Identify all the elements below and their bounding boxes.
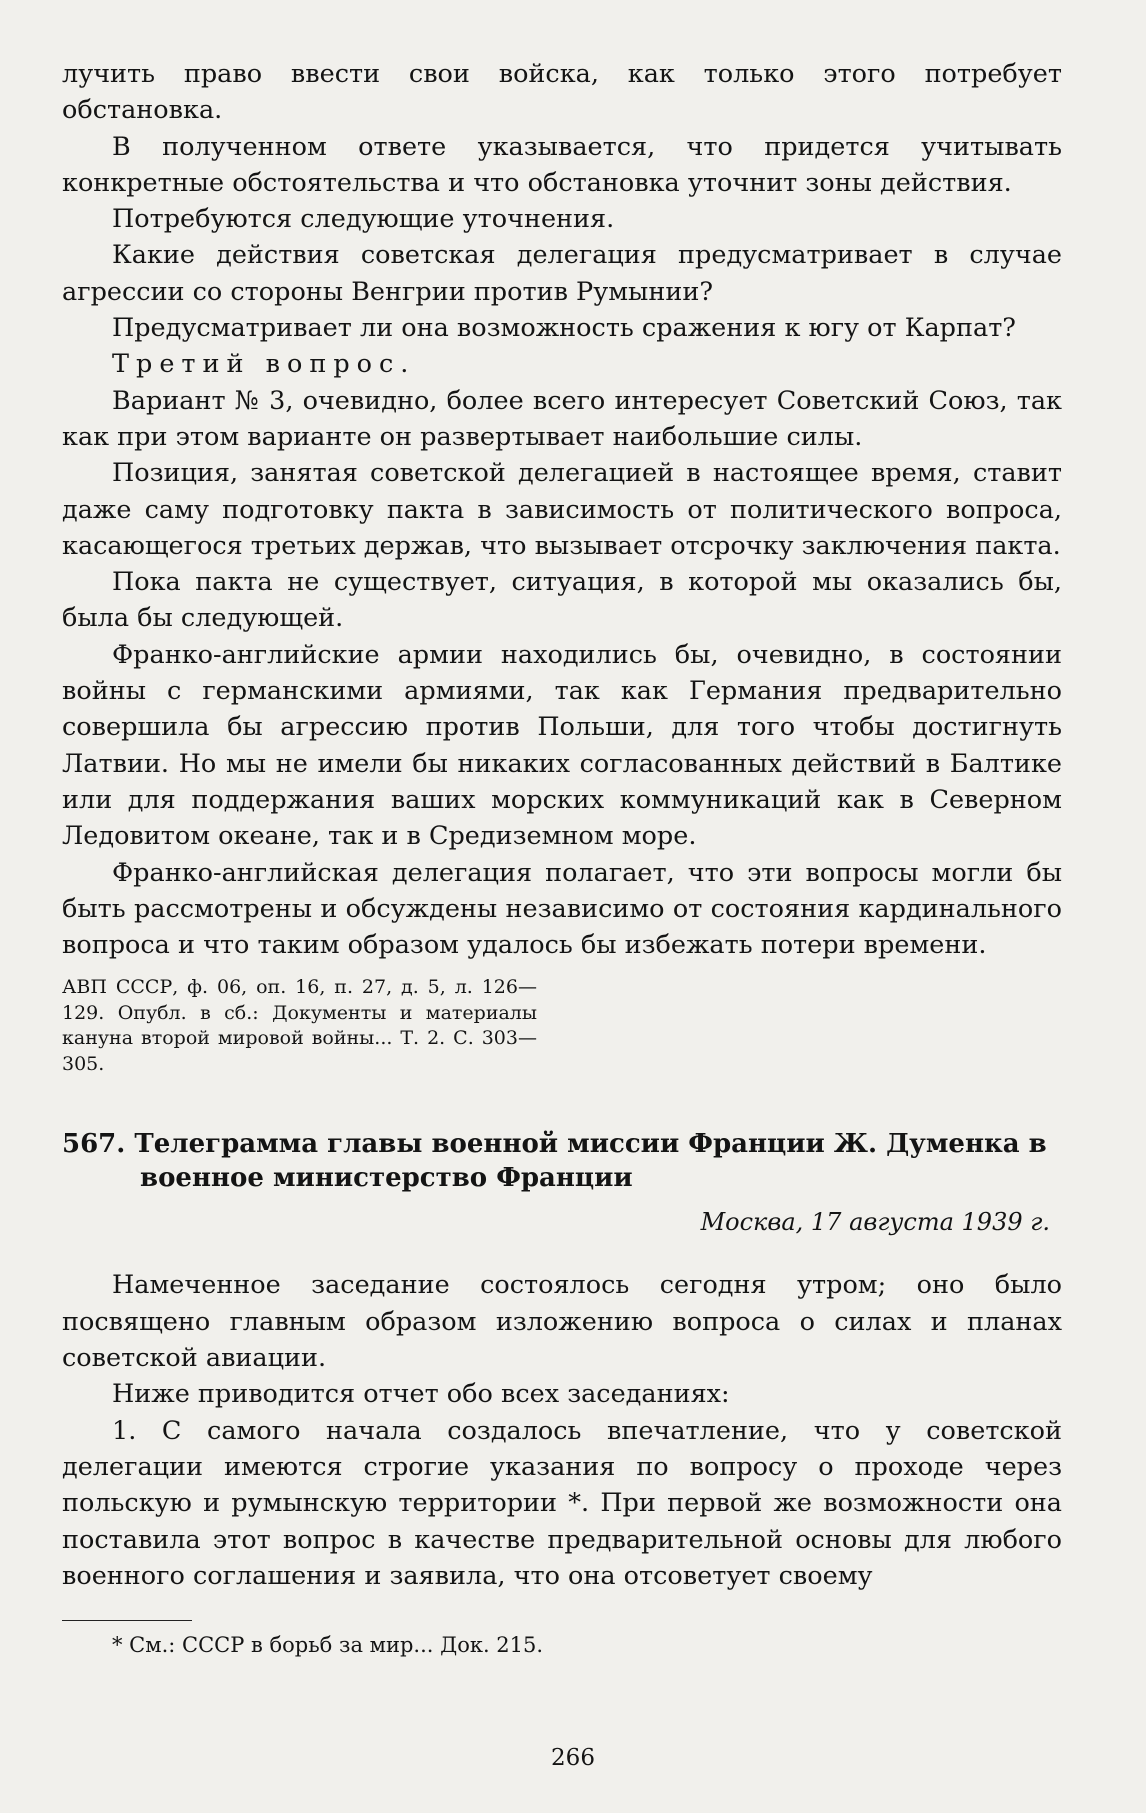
body-text-bottom (62, 1267, 1062, 1594)
source-note: АВП СССР, ф. 06, оп. 16, п. 27, д. 5, л. 126—129. Опубл. в сб.: Документы и материалы кануна второй мировой войны... Т. 2. С. 303—305. (62, 976, 537, 1075)
paragraph: Третий вопрос. (112, 349, 416, 380)
paragraph: лучить право ввести свои войска, как только этого потребует обстановка. (62, 59, 1062, 126)
paragraph: Предусматривает ли она возможность сражения к югу от Карпат? (112, 313, 1016, 344)
paragraph: Намеченное заседание состоялось сегодня утром; оно было посвящено главным образом изложению вопроса о силах и планах советской авиации. (62, 1270, 1062, 1374)
paragraph: Какие действия советская делегация предусматривает в случае агрессии со стороны Венгрии против Румынии? (62, 240, 1062, 307)
paragraph: Франко-английская делегация полагает, что эти вопросы могли бы быть рассмотрены и обсуждены независимо от состояния кардинального вопроса и что таким образом удалось бы избежать потери времени. (62, 857, 1062, 961)
paragraph: Вариант № 3, очевидно, более всего интересует Советский Союз, так как при этом варианте он развертывает наибольшие силы. (62, 385, 1062, 452)
paragraph: В полученном ответе указывается, что придется учитывать конкретные обстоятельства и что обстановка уточнит зоны действия. (62, 131, 1062, 198)
paragraph: Пока пакта не существует, ситуация, в которой мы оказались бы, была бы следующей. (62, 567, 1062, 634)
document-page (62, 56, 1062, 1796)
page-number: 266 (551, 1745, 595, 1771)
footnote-divider (62, 1620, 192, 1621)
dateline: Москва, 17 августа 1939 г. (700, 1208, 1050, 1237)
body-text-top (62, 56, 1062, 963)
paragraph: 1. С самого начала создалось впечатление, что у советской делегации имеются строгие указания по вопросу о проходе через польскую и румынскую территории *. При первой же возможности она поставила этот вопрос в качестве предварительной основы для любого военного соглашения и заявила, что она отсоветует своему (62, 1415, 1062, 1591)
paragraph: Франко-английские армии находились бы, очевидно, в состоянии войны с германскими армиями, так как Германия предварительно совершила бы агрессию против Польши, для того чтобы достигнуть Латвии. Но мы не имели бы никаких согласованных действий в Балтике или для поддержания ваших морских коммуникаций как в Северном Ледовитом океане, так и в Средиземном море. (62, 639, 1062, 852)
paragraph: Потребуются следующие уточнения. (112, 204, 615, 235)
paragraph: Позиция, занятая советской делегацией в настоящее время, ставит даже саму подготовку пакта в зависимость от политического вопроса, касающегося третьих держав, что вызывает отсрочку заключения пакта. (62, 458, 1062, 561)
document-title: 567. Телеграмма главы военной миссии Франции Ж. Думенка в военное министерство Франции (62, 1129, 1047, 1194)
footnote: * См.: СССР в борьб за мир... Док. 215. (112, 1633, 544, 1658)
paragraph: Ниже приводится отчет обо всех заседаниях: (112, 1379, 730, 1410)
